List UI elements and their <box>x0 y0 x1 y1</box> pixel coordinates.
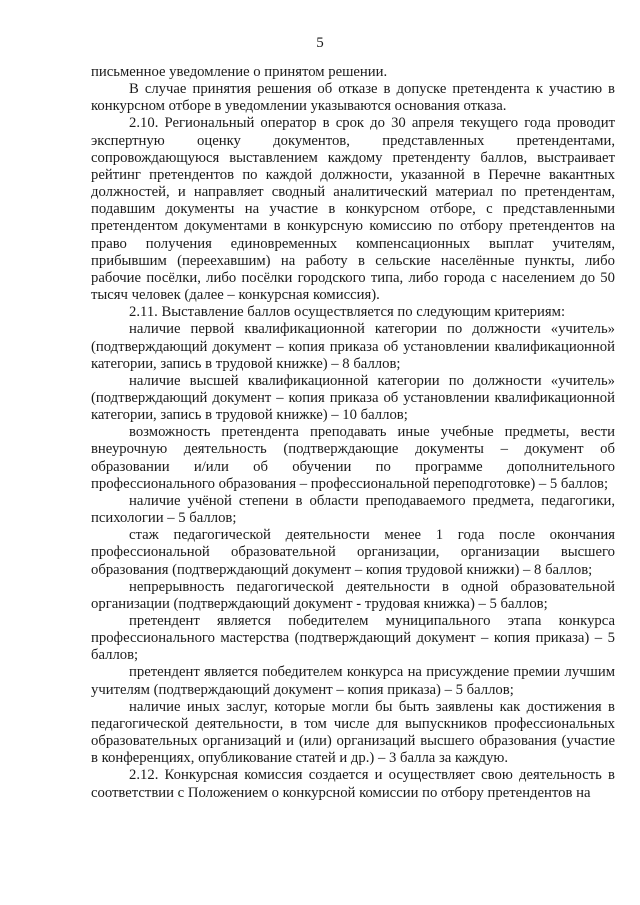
criterion-experience: стаж педагогической деятельности менее 1 года после окончания профессиональной образовательной организации, организации высшего образования (подтверждающий документ – копия трудовой книжки) – 8 баллов; <box>91 527 615 578</box>
criterion-municipal-contest: претендент является победителем муниципального этапа конкурса профессионального мастерства (подтверждающий документ – копия приказа) – 5 баллов; <box>91 613 615 664</box>
criterion-academic-degree: наличие учёной степени в области преподаваемого предмета, педагогики, психологии – 5 баллов; <box>91 492 615 527</box>
page-number: 5 <box>316 35 324 51</box>
criterion-continuity: непрерывность педагогической деятельности в одной образовательной организации (подтверждающий документ - трудовая книжка) – 5 баллов; <box>91 578 615 612</box>
criterion-other-merits: наличие иных заслуг, которые могли бы быть заявлены как достижения в педагогической деятельности, в том числе для выпускников профессиональных образовательных организаций и (или) организаций высшего образования (участие в конференциях, опубликование статей и др.) – 3 балла за каждую. <box>91 698 615 767</box>
paragraph-2-10: 2.10. Региональный оператор в срок до 30 апреля текущего года проводит экспертную оценку документов, представленных претендентами, сопровождающуюся выставлением каждому претенденту баллов, выстраивает рейтинг претендентов по каждой должности, указанной в Перечне вакантных должностей, и направляет сводный аналитический материал по претендентам, подавшим документы на участие в конкурсном отборе, с представленными претендентом документами в конкурсную комиссию по отбору претендентов на право получения единовременных компенсационных выплат учителям, прибывшим (переехавшим) на работу в сельские населённые пункты, либо рабочие посёлки, либо посёлки городского типа, либо города с населением до 50 тысяч человек (далее – конкурсная комиссия). <box>91 115 615 304</box>
document-body <box>91 64 615 802</box>
paragraph-continuation: письменное уведомление о принятом решении. <box>91 64 388 80</box>
criterion-highest-category: наличие высшей квалификационной категории по должности «учитель» (подтверждающий документ – копия приказа об установлении квалификационной категории, запись в трудовой книжке) – 10 баллов; <box>91 372 615 424</box>
paragraph-2-12: 2.12. Конкурсная комиссия создается и осуществляет свою деятельность в соответствии с Положением о конкурсной комиссии по отбору претендентов на <box>91 767 615 801</box>
criterion-other-subjects: возможность претендента преподавать иные учебные предметы, вести внеурочную деятельность (подтверждающие документы – документ об образовании и/или об обучении по программе дополнительного профессионального образования – профессиональной переподготовке) – 5 баллов; <box>91 424 615 492</box>
paragraph-2-11: 2.11. Выставление баллов осуществляется по следующим критериям: <box>129 304 566 321</box>
criterion-best-teacher-prize: претендент является победителем конкурса на присуждение премии лучшим учителям (подтверждающий документ – копия приказа) – 5 баллов; <box>91 664 615 698</box>
criterion-first-category: наличие первой квалификационной категории по должности «учитель» (подтверждающий документ – копия приказа об установлении квалификационной категории, запись в трудовой книжке) – 8 баллов; <box>91 321 615 372</box>
paragraph-refusal-notice: В случае принятия решения об отказе в допуске претендента к участию в конкурсном отборе в уведомлении указываются основания отказа. <box>91 81 615 115</box>
